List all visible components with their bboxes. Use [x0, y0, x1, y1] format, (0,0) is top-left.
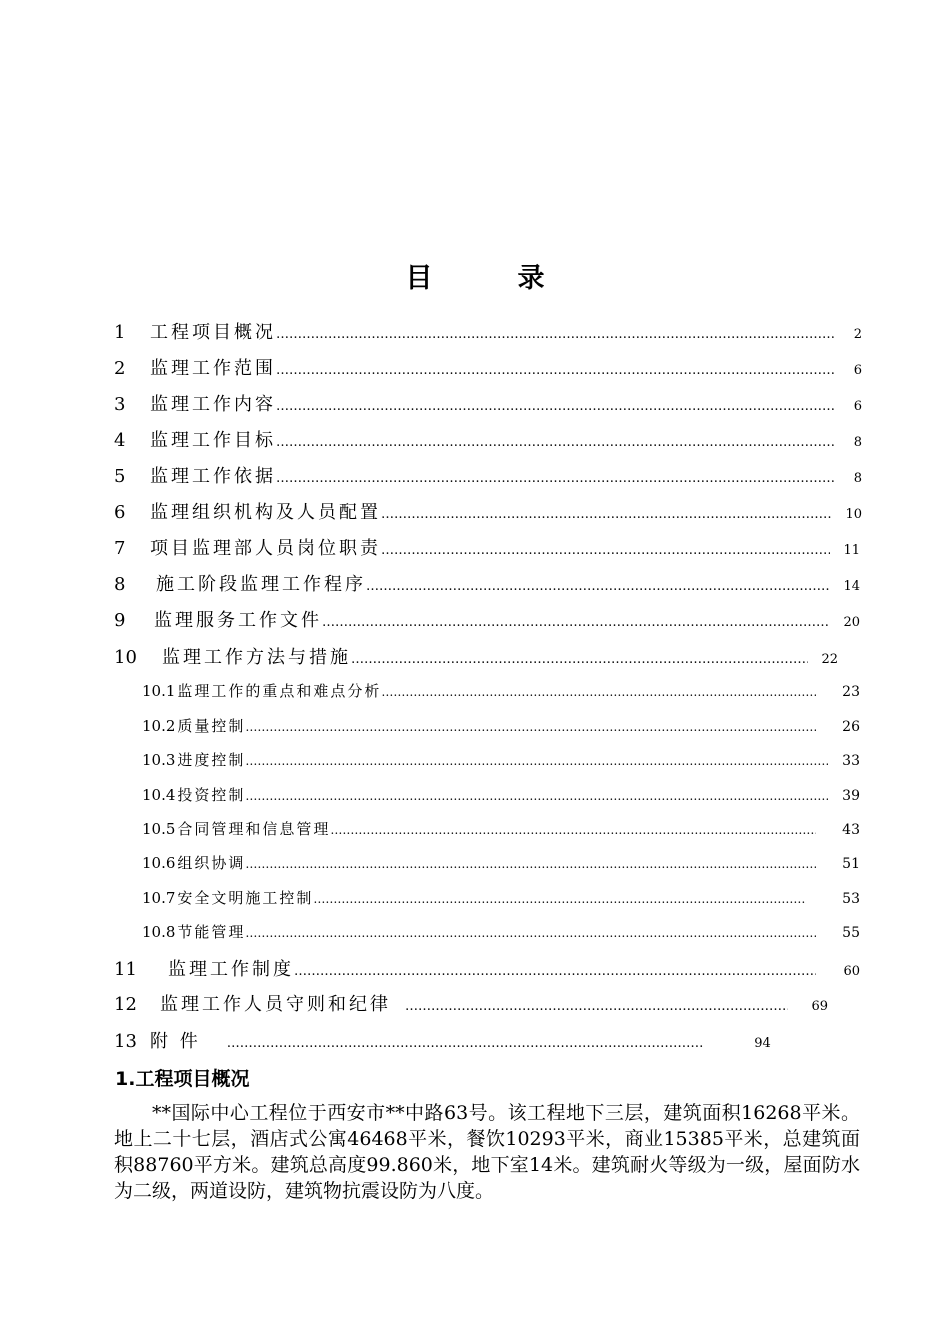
toc-entry[interactable] [114, 643, 838, 669]
toc-subentry[interactable] [142, 784, 860, 805]
body-paragraph: **国际中心工程位于西安市**中路63号。该工程地下三层，建筑面积16268平米。地上二十七层，酒店式公寓46468平米，餐饮10293平米，商业15385平米，总建筑面积88760平方米。建筑总高度99.860米，地下室14米。建筑耐火等级为一级，屋面防水为二级，两道设防，建筑物抗震设防为八度。 [114, 1102, 860, 1202]
toc-entry-page: 6 [853, 399, 862, 414]
toc-leader-dots [276, 399, 836, 414]
title-char-1: 目 [405, 263, 433, 294]
toc-leader-dots [381, 685, 816, 699]
toc-entry-number: 4 [114, 430, 126, 451]
toc-entry-number: 3 [114, 394, 126, 415]
toc-entry-number: 7 [114, 538, 126, 559]
toc-entry-page: 8 [853, 471, 862, 486]
toc-entry-page: 53 [842, 891, 860, 907]
toc-entry-page: 20 [843, 615, 860, 630]
toc-leader-dots [245, 926, 816, 940]
toc-entry[interactable] [114, 534, 860, 560]
toc-subentry[interactable] [142, 921, 860, 942]
toc-leader-dots [245, 789, 828, 803]
toc-entry-title: 质量控制 [177, 717, 246, 735]
toc-entry-title: 项目监理部人员岗位职责 [150, 538, 381, 559]
toc-entry[interactable] [114, 606, 860, 632]
toc-leader-dots [294, 964, 816, 979]
toc-entry-number: 12 [114, 994, 137, 1015]
toc-entry[interactable] [114, 1027, 804, 1053]
toc-entry-number: 10.2 [142, 717, 176, 735]
toc-entry-title: 监理工作人员守则和纪律 [160, 994, 391, 1015]
toc-entry-page: 23 [842, 684, 860, 700]
title-char-2: 录 [517, 263, 545, 294]
toc-leader-dots [330, 823, 816, 837]
toc-entry-page: 22 [821, 652, 838, 667]
toc-leader-dots [276, 435, 836, 450]
toc-leader-dots [245, 720, 816, 734]
toc-entry-title: 监理工作方法与措施 [162, 647, 351, 668]
toc-entry-title: 监理工作目标 [150, 430, 276, 451]
toc-entry-page: 60 [843, 964, 860, 979]
toc-entry[interactable] [114, 570, 860, 596]
toc-entry-number: 10.6 [142, 854, 176, 872]
toc-subentry[interactable] [142, 818, 860, 839]
toc-entry-number: 10.8 [142, 923, 176, 941]
toc-entry-title: 施工阶段监理工作程序 [156, 574, 366, 595]
toc-leader-dots [245, 857, 816, 871]
toc-entry-number: 5 [114, 466, 126, 487]
toc-subentry[interactable] [142, 852, 860, 873]
toc-leader-dots [405, 999, 788, 1014]
toc-entry-page: 10 [845, 507, 862, 522]
toc-entry-page: 43 [842, 822, 860, 838]
toc-entry-title: 监理服务工作文件 [154, 610, 322, 631]
toc-entry-title: 工程项目概况 [150, 322, 276, 343]
toc-entry[interactable] [114, 318, 862, 344]
toc-entry-title: 监理工作内容 [150, 394, 276, 415]
toc-entry-page: 2 [853, 327, 862, 342]
toc-entry-page: 33 [842, 753, 860, 769]
toc-entry-number: 8 [114, 574, 126, 595]
toc-entry-number: 6 [114, 502, 126, 523]
toc-entry-title: 合同管理和信息管理 [177, 820, 331, 838]
toc-leader-dots [276, 471, 836, 486]
toc-entry[interactable] [114, 498, 862, 524]
toc-entry-number: 11 [114, 959, 137, 980]
toc-entry-title: 监理工作的重点和难点分析 [177, 682, 382, 700]
toc-entry-page: 8 [853, 435, 862, 450]
toc-entry-page: 26 [842, 719, 860, 735]
toc-entry-title: 监理组织机构及人员配置 [150, 502, 381, 523]
toc-entry-number: 1 [114, 322, 126, 343]
toc-entry-number: 10.1 [142, 682, 176, 700]
toc-entry-number: 13 [114, 1031, 137, 1052]
toc-entry-page: 11 [843, 543, 860, 558]
toc-entry-title: 附 件 [150, 1031, 201, 1052]
toc-leader-dots [381, 507, 832, 522]
toc-subentry[interactable] [142, 715, 860, 736]
toc-entry[interactable] [114, 390, 862, 416]
toc-entry-page: 94 [754, 1036, 771, 1051]
toc-entry-page: 14 [843, 579, 860, 594]
toc-entry[interactable] [114, 990, 828, 1016]
toc-entry-page: 55 [842, 925, 860, 941]
toc-subentry[interactable] [142, 749, 860, 770]
toc-entry-number: 10 [114, 647, 137, 668]
toc-entry[interactable] [114, 426, 862, 452]
toc-entry[interactable] [114, 354, 862, 380]
toc-entry[interactable] [114, 462, 862, 488]
toc-entry-page: 6 [853, 363, 862, 378]
toc-entry-title: 监理工作范围 [150, 358, 276, 379]
toc-entry-page: 51 [842, 856, 860, 872]
toc-subentry[interactable] [142, 680, 860, 701]
toc-entry-title: 监理工作制度 [168, 959, 294, 980]
toc-subentry[interactable] [142, 887, 860, 908]
toc-leader-dots [276, 363, 836, 378]
toc-entry-number: 9 [114, 610, 126, 631]
toc-entry-title: 组织协调 [177, 854, 246, 872]
toc-entry-number: 10.7 [142, 889, 176, 907]
toc-entry-title: 节能管理 [177, 923, 246, 941]
toc-leader-dots [366, 579, 830, 594]
toc-entry-page: 39 [842, 788, 860, 804]
toc-entry-title: 安全文明施工控制 [177, 889, 314, 907]
toc-entry-title: 监理工作依据 [150, 466, 276, 487]
toc-entry-title: 投资控制 [177, 786, 246, 804]
toc-entry-number: 2 [114, 358, 126, 379]
toc-entry[interactable] [114, 955, 860, 981]
toc-entry-title: 进度控制 [177, 751, 246, 769]
toc-leader-dots [381, 543, 830, 558]
toc-leader-dots [276, 327, 836, 342]
toc-leader-dots [245, 754, 828, 768]
toc-leader-dots [322, 615, 830, 630]
toc-entry-number: 10.3 [142, 751, 176, 769]
toc-entry-number: 10.5 [142, 820, 176, 838]
toc-entry-page: 69 [811, 999, 828, 1014]
toc-entry-number: 10.4 [142, 786, 176, 804]
section-heading: 1.工程项目概况 [115, 1068, 250, 1090]
toc-leader-dots [227, 1036, 703, 1051]
toc-leader-dots [313, 892, 806, 906]
toc-leader-dots [351, 652, 808, 667]
